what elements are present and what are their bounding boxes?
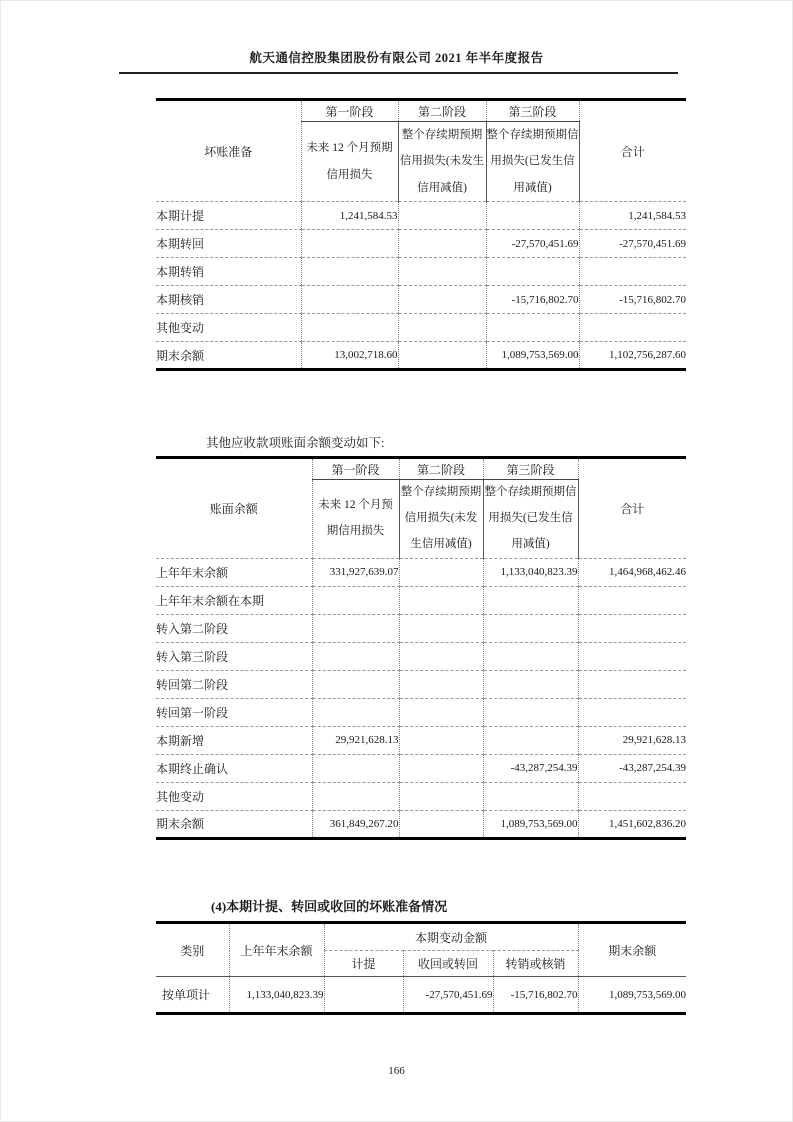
table-row [156, 230, 686, 258]
cell-value [312, 698, 399, 726]
cell-value [301, 286, 398, 314]
table-row [156, 642, 686, 670]
cell-value [578, 642, 686, 670]
row-label: 本期新增 [156, 726, 312, 754]
table3-subheader-writtenoff: 转销或核销 [493, 951, 578, 977]
cell-value: -15,716,802.70 [493, 977, 578, 1014]
table-row [156, 670, 686, 698]
other-receivables-intro: 其他应收款项账面余额变动如下: [206, 436, 385, 450]
cell-value [398, 258, 486, 286]
group-header-row [156, 923, 686, 951]
cell-value: 331,927,639.07 [312, 558, 399, 586]
stage-header-row [156, 100, 686, 122]
cell-value: 1,133,040,823.39 [483, 558, 578, 586]
table1-stage2-description: 整个存续期预期信用损失(未发生信用减值) [398, 122, 486, 202]
cell-value: 1,451,602,836.20 [578, 810, 686, 838]
cell-value: 361,849,267.20 [312, 810, 399, 838]
cell-value [578, 698, 686, 726]
table-row [156, 726, 686, 754]
table1-stage1-description: 未来 12 个月预期信用损失 [301, 122, 398, 202]
cell-value [578, 782, 686, 810]
table-row [156, 202, 686, 230]
cell-value [578, 670, 686, 698]
row-label: 上年年末余额在本期 [156, 586, 312, 614]
cell-value [399, 586, 483, 614]
table2-total-header: 合计 [578, 458, 686, 559]
cell-value: -43,287,254.39 [578, 754, 686, 782]
table-row [156, 810, 686, 838]
cell-value [301, 230, 398, 258]
table-row [156, 782, 686, 810]
table-row [156, 754, 686, 782]
cell-value [579, 314, 686, 342]
row-label: 本期转销 [156, 258, 301, 286]
table3-change-group-header: 本期变动金额 [324, 923, 578, 951]
cell-value [399, 754, 483, 782]
row-label: 本期转回 [156, 230, 301, 258]
cell-value [324, 977, 403, 1014]
table-row [156, 342, 686, 370]
cell-value: -15,716,802.70 [579, 286, 686, 314]
row-label: 按单项计 [156, 977, 229, 1014]
cell-value [398, 286, 486, 314]
row-label: 转回第二阶段 [156, 670, 312, 698]
cell-value [398, 202, 486, 230]
cell-value [399, 782, 483, 810]
row-label: 转入第二阶段 [156, 614, 312, 642]
table3-subheader-recovered: 收回或转回 [403, 951, 493, 977]
cell-value [312, 754, 399, 782]
table1-stage2-header: 第二阶段 [398, 100, 486, 122]
table3-subheader-provision: 计提 [324, 951, 403, 977]
cell-value [312, 586, 399, 614]
table1-stage3-header: 第三阶段 [486, 100, 579, 122]
cell-value: 1,241,584.53 [579, 202, 686, 230]
table2-stage2-header: 第二阶段 [399, 458, 483, 480]
table2-corner-label: 账面余额 [209, 501, 258, 516]
table3-ending-header: 期末余额 [578, 923, 686, 977]
stage-header-row [156, 458, 686, 480]
cell-value [312, 614, 399, 642]
cell-value: -27,570,451.69 [579, 230, 686, 258]
table-row [156, 698, 686, 726]
cell-value [398, 314, 486, 342]
row-label: 其他变动 [156, 782, 312, 810]
row-label: 其他变动 [156, 314, 301, 342]
table-row [156, 558, 686, 586]
table2-stage3-description: 整个存续期预期信用损失(已发生信用减值) [483, 480, 578, 559]
cell-value [483, 586, 578, 614]
cell-value [312, 642, 399, 670]
table2-stage1-description: 未来 12 个月预期信用损失 [312, 480, 399, 559]
cell-value [483, 670, 578, 698]
cell-value: 1,464,968,462.46 [578, 558, 686, 586]
table-row [156, 286, 686, 314]
cell-value [486, 258, 579, 286]
row-label: 上年年末余额 [156, 558, 312, 586]
table1-stage3-description: 整个存续期预期信用损失(已发生信用减值) [486, 122, 579, 202]
page-number: 166 [388, 1065, 405, 1077]
row-label: 转入第三阶段 [156, 642, 312, 670]
cell-value [483, 726, 578, 754]
cell-value [483, 614, 578, 642]
row-label: 期末余额 [156, 810, 312, 838]
cell-value: 1,133,040,823.39 [229, 977, 324, 1014]
table1-total-header: 合计 [579, 100, 686, 202]
cell-value [579, 258, 686, 286]
cell-value [398, 230, 486, 258]
row-label: 转回第一阶段 [156, 698, 312, 726]
table2-stage2-description: 整个存续期预期信用损失(未发生信用减值) [399, 480, 483, 559]
cell-value: 29,921,628.13 [312, 726, 399, 754]
cell-value [399, 558, 483, 586]
row-label: 本期计提 [156, 202, 301, 230]
cell-value: 1,089,753,569.00 [578, 977, 686, 1014]
cell-value: -27,570,451.69 [486, 230, 579, 258]
table-row [156, 586, 686, 614]
cell-value [399, 614, 483, 642]
table3-prev-year-header: 上年年末余额 [229, 923, 324, 977]
provision-changes-table [156, 921, 686, 1015]
cell-value: -43,287,254.39 [483, 754, 578, 782]
cell-value [483, 782, 578, 810]
cell-value: 1,102,756,287.60 [579, 342, 686, 370]
cell-value: 1,089,753,569.00 [486, 342, 579, 370]
cell-value: 1,241,584.53 [301, 202, 398, 230]
cell-value [578, 614, 686, 642]
cell-value [398, 342, 486, 370]
cell-value [486, 202, 579, 230]
table-row [156, 977, 686, 1014]
cell-value [399, 642, 483, 670]
carrying-amount-table [156, 456, 686, 840]
bad-debt-provision-table [156, 98, 686, 371]
cell-value [312, 782, 399, 810]
table1-corner-label: 坏账准备 [204, 144, 253, 159]
cell-value: 13,002,718.60 [301, 342, 398, 370]
cell-value [578, 586, 686, 614]
cell-value: 1,089,753,569.00 [483, 810, 578, 838]
row-label: 本期终止确认 [156, 754, 312, 782]
cell-value [483, 642, 578, 670]
cell-value: 29,921,628.13 [578, 726, 686, 754]
cell-value [301, 314, 398, 342]
cell-value: -15,716,802.70 [486, 286, 579, 314]
cell-value [312, 670, 399, 698]
cell-value: -27,570,451.69 [403, 977, 493, 1014]
table-row [156, 614, 686, 642]
cell-value [399, 810, 483, 838]
provision-section-heading: (4)本期计提、转回或收回的坏账准备情况 [211, 899, 448, 914]
table-row [156, 258, 686, 286]
report-header-title: 航天通信控股集团股份有限公司 2021 年半年度报告 [249, 51, 544, 65]
row-label: 本期核销 [156, 286, 301, 314]
cell-value [399, 670, 483, 698]
table-row [156, 314, 686, 342]
cell-value [301, 258, 398, 286]
table2-stage3-header: 第三阶段 [483, 458, 578, 480]
table2-stage1-header: 第一阶段 [312, 458, 399, 480]
header-rule [119, 72, 678, 74]
table3-category-header: 类别 [180, 943, 205, 958]
cell-value [486, 314, 579, 342]
cell-value [399, 726, 483, 754]
cell-value [399, 698, 483, 726]
cell-value [483, 698, 578, 726]
table1-stage1-header: 第一阶段 [301, 100, 398, 122]
row-label: 期末余额 [156, 342, 301, 370]
